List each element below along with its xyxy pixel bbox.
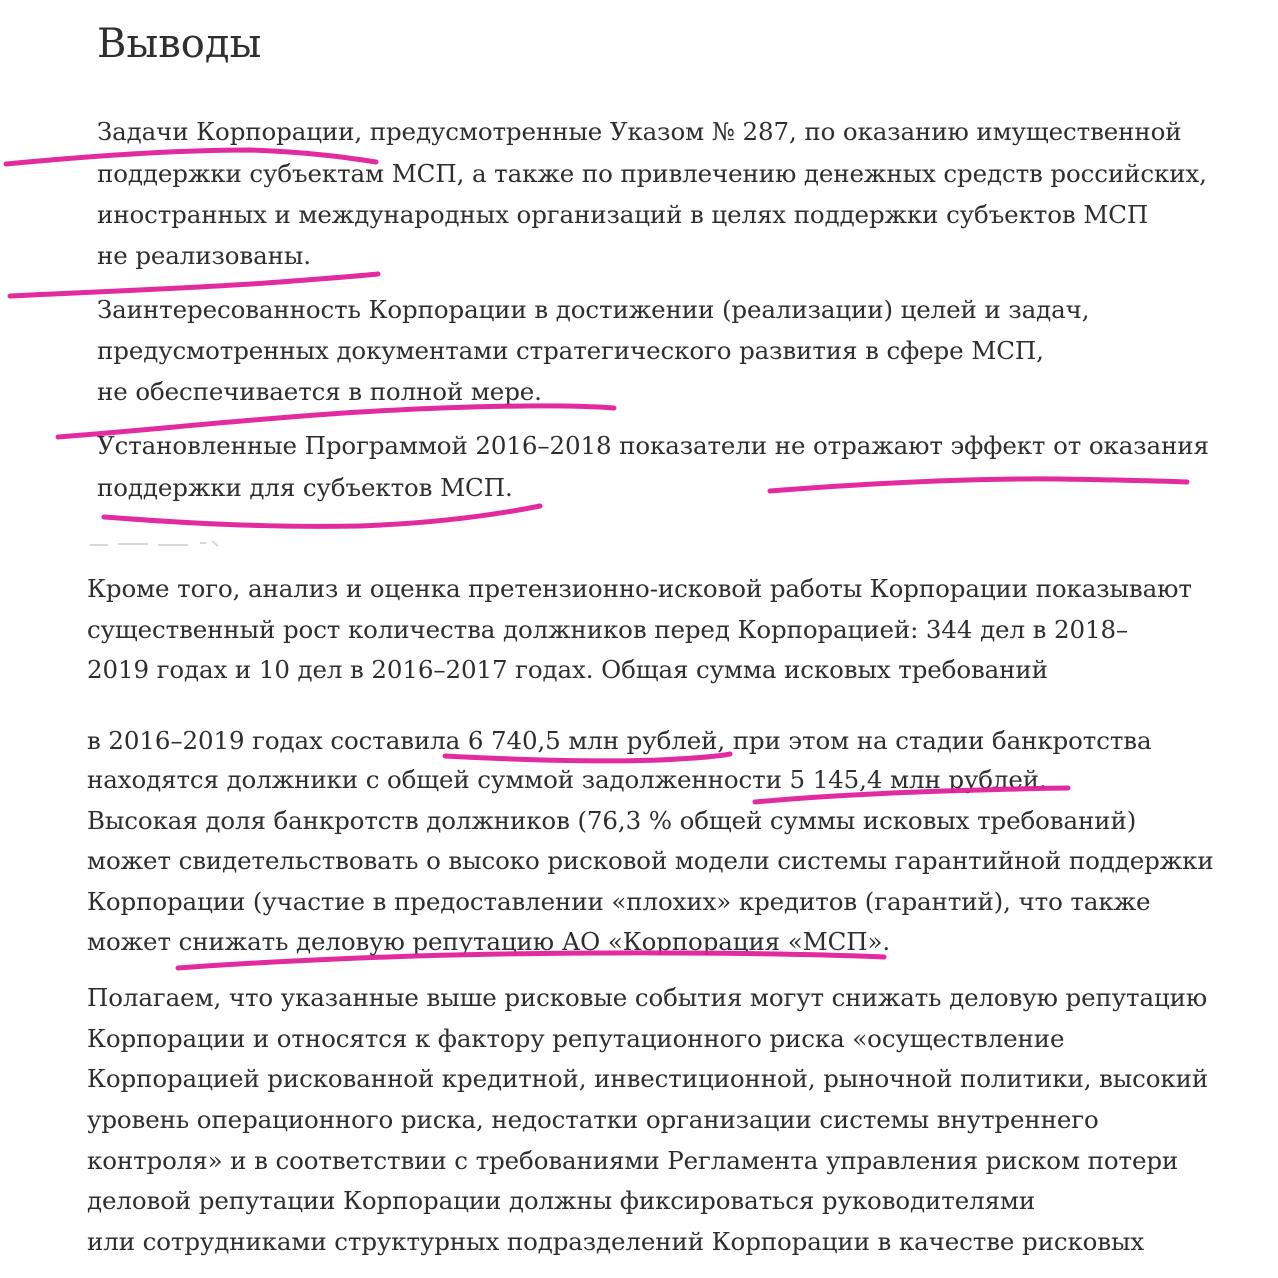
marker-underline-2 <box>10 274 378 296</box>
marker-underline-5 <box>104 506 540 526</box>
conclusion-1-line-2: поддержки субъектам МСП, а также по привлечению денежных средств российских, <box>97 159 1207 188</box>
marker-underline-6 <box>445 754 730 761</box>
conclusion-2-line-1: Заинтересованность Корпорации в достижении (реализации) целей и задач, <box>97 295 1090 324</box>
conclusion-2-line-3: не обеспечивается в полной мере. <box>97 377 542 406</box>
body-2-line-6: может снижать деловую репутацию АО «Корпорация «МСП». <box>87 927 891 956</box>
conclusion-1-line-3: иностранных и международных организаций в целях поддержки субъектов МСП <box>97 200 1149 229</box>
body-3-line-4: уровень операционного риска, недостатки организации системы внутреннего <box>87 1105 1099 1134</box>
conclusion-2-line-2: предусмотренных документами стратегического развития в сфере МСП, <box>97 336 1044 365</box>
body-1-line-1: Кроме того, анализ и оценка претензионно-исковой работы Корпорации показывают <box>87 574 1192 603</box>
conclusion-1-line-1: Задачи Корпорации, предусмотренные Указом № 287, по оказанию имущественной <box>97 117 1182 146</box>
body-2-line-5: Корпорации (участие в предоставлении «плохих» кредитов (гарантий), что также <box>87 887 1151 916</box>
scan-artifact <box>88 537 228 549</box>
conclusion-3-line-2: поддержки для субъектов МСП. <box>97 473 513 502</box>
body-2-line-4: может свидетельствовать о высоко рисковой модели системы гарантийной поддержки <box>87 846 1214 875</box>
body-1-line-2: существенный рост количества должников перед Корпорацией: 344 дел в 2018– <box>87 615 1129 644</box>
body-3-line-6: деловой репутации Корпорации должны фиксироваться руководителями <box>87 1186 1036 1215</box>
body-1-line-3: 2019 годах и 10 дел в 2016–2017 годах. Общая сумма исковых требований <box>87 655 1048 684</box>
body-3-line-2: Корпорации и относятся к фактору репутационного риска «осуществление <box>87 1024 1065 1053</box>
body-3-line-1: Полагаем, что указанные выше рисковые события могут снижать деловую репутацию <box>87 983 1208 1012</box>
marker-underline-4 <box>770 479 1187 491</box>
body-3-line-7: или сотрудниками структурных подразделений Корпорации в качестве рисковых <box>87 1227 1145 1256</box>
body-2-line-1: в 2016–2019 годах составила 6 740,5 млн рублей, при этом на стадии банкротства <box>87 726 1152 755</box>
conclusion-3-line-1: Установленные Программой 2016–2018 показатели не отражают эффект от оказания <box>97 431 1209 460</box>
section-heading: Выводы <box>97 21 262 67</box>
body-2-line-3: Высокая доля банкротств должников (76,3 % общей суммы исковых требований) <box>87 806 1137 835</box>
body-3-line-3: Корпорацией рискованной кредитной, инвестиционной, рыночной политики, высокий <box>87 1064 1209 1093</box>
body-3-line-5: контроля» и в соответствии с требованиями Регламента управления риском потери <box>87 1146 1179 1175</box>
conclusion-1-line-4: не реализованы. <box>97 241 311 270</box>
body-2-line-2: находятся должники с общей суммой задолженности 5 145,4 млн рублей. <box>87 765 1047 794</box>
